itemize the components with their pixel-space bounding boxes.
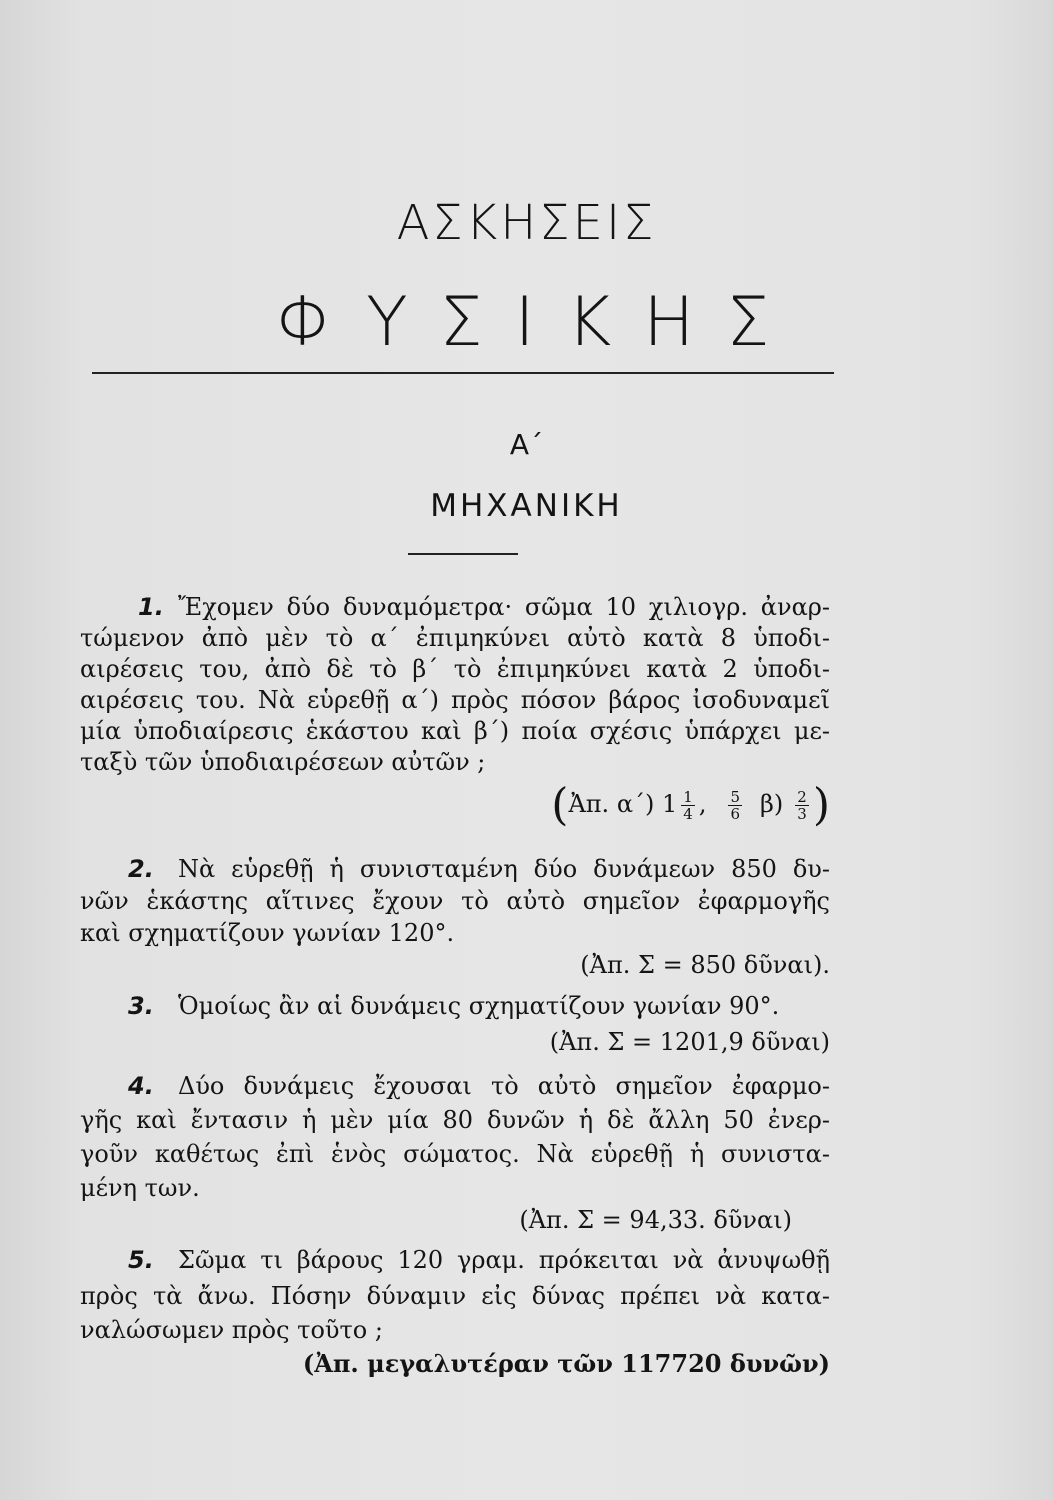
title-line2: ΦΥΣΙΚΗΣ bbox=[275, 283, 802, 362]
exercise-3-answer: (Ἀπ. Σ = 1201,9 δῦναι) bbox=[549, 1028, 830, 1056]
exercise-2-line: καὶ σχηματίζουν γωνίαν 120°. bbox=[80, 919, 455, 947]
exercise-4-line: γῆς καὶ ἔντασιν ἡ μὲν μία 80 δυνῶν ἡ δὲ ἄλλη 50 ἐνερ- bbox=[80, 1106, 830, 1134]
exercise-1-line: ταξὺ τῶν ὑποδιαιρέσεων αὐτῶν ; bbox=[80, 748, 486, 776]
title-line1: ΑΣΚΗΣΕΙΣ bbox=[396, 195, 657, 251]
exercise-5-line: πρὸς τὰ ἄνω. Πόσην δύναμιν εἰς δύνας πρέπει νὰ κατα- bbox=[80, 1282, 830, 1310]
exercise-4-number: 4. bbox=[128, 1072, 154, 1100]
exercise-5-line: ναλώσωμεν πρὸς τοῦτο ; bbox=[80, 1316, 383, 1344]
exercise-2-line: νῶν ἑκάστης αἵτινες ἔχουν τὸ αὐτὸ σημεῖον ἐφαρμογῆς bbox=[80, 887, 830, 915]
part-label: Α΄ bbox=[509, 428, 544, 461]
answer-prefix: Ἀπ. α΄) 1 bbox=[568, 790, 678, 818]
exercise-1-line bbox=[80, 592, 830, 622]
exercise-1-text: Ἔχομεν δύο δυναμόμετρα· σῶμα 10 χιλιογρ. ἀναρ- bbox=[178, 593, 830, 621]
exercise-4-answer: (Ἀπ. Σ = 94,33. δῦναι) bbox=[519, 1206, 792, 1234]
exercise-1-answer: (Ἀπ. α΄) 1 $\frac{1}{4}$ , $\frac{5}{6}$ β) $\frac{2}{3}$ ) bbox=[551, 779, 830, 831]
exercise-1-number: 1. bbox=[138, 593, 164, 621]
exercise-4-line: γοῦν καθέτως ἐπὶ ἑνὸς σώματος. Νὰ εὑρεθῇ ἡ συνιστα- bbox=[80, 1140, 830, 1168]
exercise-2-number: 2. bbox=[128, 855, 154, 883]
exercise-3-number: 3. bbox=[128, 992, 154, 1020]
exercise-1-line: τώμενον ἀπὸ μὲν τὸ α΄ ἐπιμηκύνει αὐτὸ κατὰ 8 ὑποδι- bbox=[80, 624, 830, 652]
exercise-5-answer: (Ἀπ. μεγαλυτέραν τῶν 117720 δυνῶν) bbox=[302, 1349, 830, 1378]
exercise-2-answer: (Ἀπ. Σ = 850 δῦναι). bbox=[580, 951, 830, 979]
title-divider bbox=[92, 372, 834, 374]
exercise-4-line: 4. Δύο δυνάμεις ἔχουσαι τὸ αὐτὸ σημεῖον ἐφαρμο- bbox=[128, 1072, 830, 1100]
section-heading: ΜΗΧΑΝΙΚΗ bbox=[430, 488, 623, 524]
exercise-3-line: 3. Ὁμοίως ἂν αἱ δυνάμεις σχηματίζουν γωνίαν 90°. bbox=[128, 992, 780, 1020]
exercise-5-number: 5. bbox=[128, 1246, 154, 1274]
section-divider bbox=[408, 553, 518, 555]
exercise-2-line: 2. Νὰ εὑρεθῇ ἡ συνισταμένη δύο δυνάμεων 850 δυ- bbox=[128, 855, 830, 883]
exercise-4-line: μένη των. bbox=[80, 1174, 200, 1202]
exercise-5-line: 5. Σῶμα τι βάρους 120 γραμ. πρόκειται νὰ ἀνυψωθῇ bbox=[128, 1246, 830, 1274]
exercise-1-line: μία ὑποδιαίρεσις ἑκάστου καὶ β΄) ποία σχέσις ὑπάρχει με- bbox=[80, 717, 830, 745]
fraction-1: $\frac{1}{4}$ bbox=[683, 788, 693, 823]
exercise-1-line: αιρέσεις του, ἀπὸ δὲ τὸ β΄ τὸ ἐπιμηκύνει κατὰ 2 ὑποδι- bbox=[80, 655, 830, 683]
exercise-1-line: αιρέσεις του. Νὰ εὑρεθῇ α΄) πρὸς πόσον βάρος ἰσοδυναμεῖ bbox=[80, 686, 830, 714]
fraction-2: $\frac{5}{6}$ bbox=[730, 788, 741, 823]
fraction-3: $\frac{2}{3}$ bbox=[797, 788, 807, 823]
